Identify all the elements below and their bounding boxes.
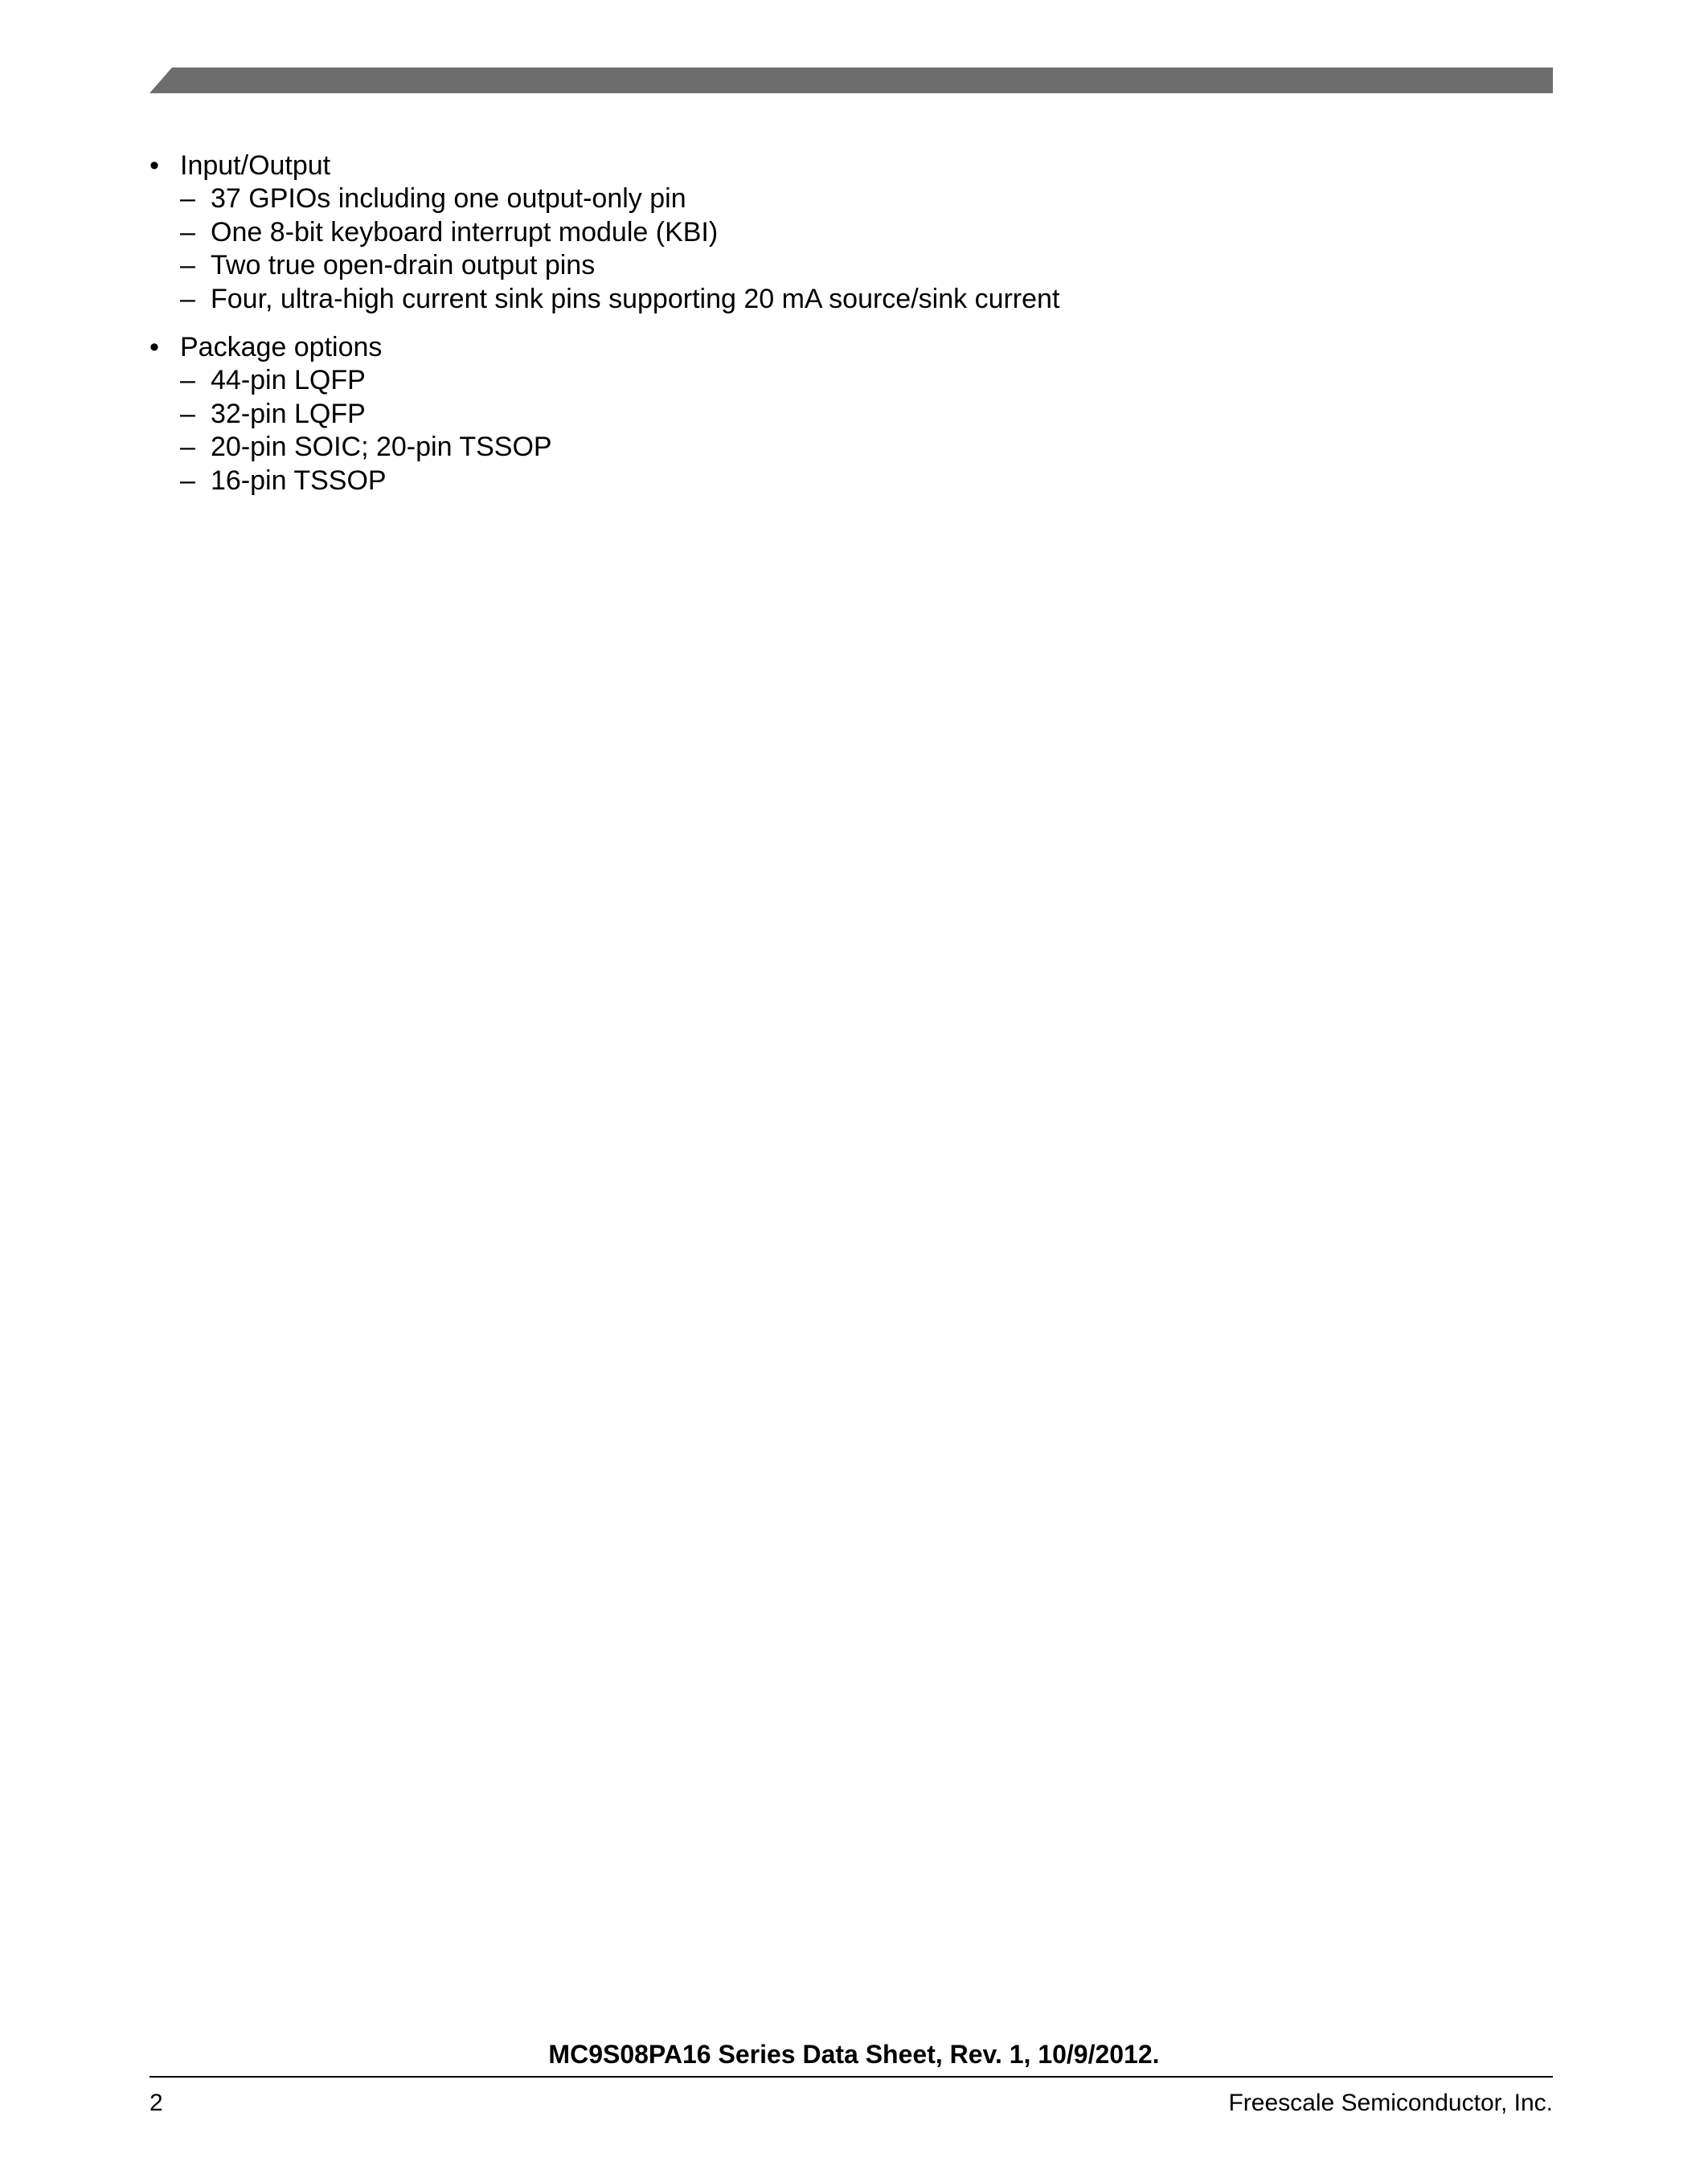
- footer-document-title: MC9S08PA16 Series Data Sheet, Rev. 1, 10/9/2012.: [548, 2040, 1160, 2069]
- bullet-item: [150, 330, 1516, 364]
- dash-icon: –: [180, 432, 195, 462]
- page-number: 2: [150, 2090, 163, 2116]
- dash-icon: –: [180, 465, 195, 496]
- section-package-options: [150, 330, 1516, 497]
- dash-icon: –: [180, 216, 195, 248]
- sub-item: [150, 465, 1516, 498]
- sub-item-text: Four, ultra-high current sink pins supporting 20 mA source/sink current: [211, 283, 1060, 314]
- sub-item-text: One 8-bit keyboard interrupt module (KBI): [211, 216, 719, 248]
- sub-item-text: 16-pin TSSOP: [211, 465, 387, 496]
- section-input-output: [150, 149, 1516, 316]
- dash-icon: –: [180, 183, 195, 214]
- section-title: Package options: [180, 332, 383, 362]
- dash-icon: –: [180, 250, 195, 280]
- sub-item-text: 32-pin LQFP: [211, 398, 366, 429]
- bullet-icon: •: [150, 332, 159, 362]
- dash-icon: –: [180, 365, 195, 395]
- dash-icon: –: [180, 283, 195, 314]
- bullet-item: [150, 149, 1516, 182]
- header-bar: [150, 68, 1553, 93]
- sub-item: [150, 398, 1516, 432]
- dash-icon: –: [180, 398, 195, 429]
- sub-item: [150, 249, 1516, 283]
- document-body: [150, 149, 1516, 512]
- sub-item: [150, 431, 1516, 465]
- footer-divider: [150, 2076, 1553, 2078]
- sub-item: [150, 216, 1516, 250]
- bullet-icon: •: [150, 150, 159, 181]
- sub-item: [150, 364, 1516, 398]
- sub-item: [150, 283, 1516, 317]
- sub-item-text: 44-pin LQFP: [211, 365, 366, 395]
- sub-item-text: 20-pin SOIC; 20-pin TSSOP: [211, 432, 552, 462]
- section-title: Input/Output: [180, 150, 331, 181]
- sub-item-text: 37 GPIOs including one output-only pin: [211, 183, 686, 214]
- sub-item-text: Two true open-drain output pins: [211, 250, 596, 280]
- company-name: Freescale Semiconductor, Inc.: [1228, 2090, 1553, 2116]
- sub-item: [150, 182, 1516, 216]
